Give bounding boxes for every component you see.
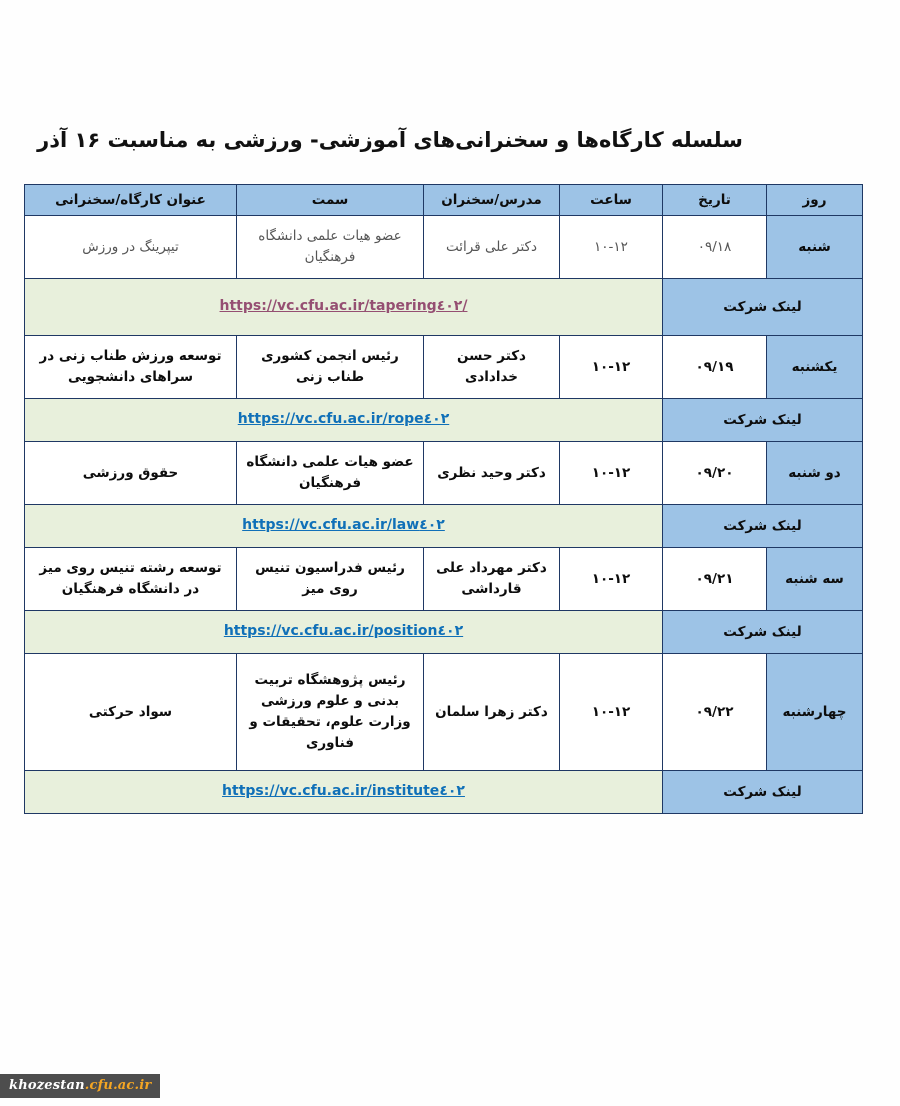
page-title: سلسله کارگاه‌ها و سخنرانی‌های آموزشی- ورزشی به مناسبت ۱۶ آذر [37,128,743,153]
link-label: لینک شرکت [663,399,863,442]
meeting-link[interactable]: https://vc.cfu.ac.ir/rope٤٠٢ [237,411,450,428]
column-header-title: عنوان کارگاه/سخنرانی [25,185,237,216]
cell-time: ۱۰-۱۲ [560,548,663,611]
cell-speaker: دکتر مهرداد علی قارداشی [424,548,560,611]
meeting-link[interactable]: https://vc.cfu.ac.ir/institute٤٠٢ [222,783,465,800]
link-label: لینک شرکت [663,505,863,548]
schedule-table [24,184,863,814]
cell-date: ۰۹/۲۲ [663,654,767,771]
link-row [25,611,863,654]
cell-date: ۰۹/۲۰ [663,442,767,505]
watermark-name: khozestan [9,1078,85,1093]
table-header-row [25,185,863,216]
cell-day: سه شنبه [767,548,863,611]
watermark-domain: .cfu.ac.ir [84,1078,152,1093]
site-watermark [0,1074,160,1098]
column-header-position: سمت [237,185,424,216]
cell-day: دو شنبه [767,442,863,505]
cell-time: ۱۰-۱۲ [560,216,663,279]
cell-date: ۰۹/۱۹ [663,336,767,399]
cell-position: رئیس پژوهشگاه تربیت بدنی و علوم ورزشی وزارت علوم، تحقیقات و فناوری [237,654,424,771]
cell-position: رئیس انجمن کشوری طناب زنی [237,336,424,399]
cell-speaker: دکتر علی قرائت [424,216,560,279]
cell-title: حقوق ورزشی [25,442,237,505]
meeting-link[interactable]: https://vc.cfu.ac.ir/tapering٤٠٢/ [219,298,468,315]
cell-speaker: دکتر وحید نظری [424,442,560,505]
meeting-link[interactable]: https://vc.cfu.ac.ir/law٤٠٢ [242,517,445,534]
cell-time: ۱۰-۱۲ [560,442,663,505]
schedule-table-container [25,184,863,814]
cell-day: یکشنبه [767,336,863,399]
cell-title: سواد حرکتی [25,654,237,771]
table-row [25,336,863,399]
link-row [25,399,863,442]
meeting-link[interactable]: https://vc.cfu.ac.ir/position٤٠٢ [223,623,464,640]
table-body [25,216,863,814]
table-row [25,442,863,505]
link-row [25,279,863,336]
link-label: لینک شرکت [663,279,863,336]
cell-position: عضو هیات علمی دانشگاه فرهنگیان [237,442,424,505]
link-url-cell [25,771,663,814]
link-row [25,771,863,814]
table-row [25,654,863,771]
cell-title: تیپرینگ در ورزش [25,216,237,279]
cell-speaker: دکتر زهرا سلمان [424,654,560,771]
link-url-cell [25,279,663,336]
link-label: لینک شرکت [663,771,863,814]
cell-title: توسعه ورزش طناب زنی در سراهای دانشجویی [25,336,237,399]
cell-date: ۰۹/۲۱ [663,548,767,611]
link-url-cell [25,399,663,442]
cell-position: رئیس فدراسیون تنیس روی میز [237,548,424,611]
column-header-date: تاریخ [663,185,767,216]
link-url-cell [25,505,663,548]
table-row [25,216,863,279]
cell-time: ۱۰-۱۲ [560,654,663,771]
column-header-day: روز [767,185,863,216]
link-row [25,505,863,548]
link-label: لینک شرکت [663,611,863,654]
cell-position: عضو هیات علمی دانشگاه فرهنگیان [237,216,424,279]
table-header [25,185,863,216]
table-row [25,548,863,611]
column-header-speaker: مدرس/سخنران [424,185,560,216]
cell-speaker: دکتر حسن خدادادی [424,336,560,399]
link-url-cell [25,611,663,654]
cell-time: ۱۰-۱۲ [560,336,663,399]
column-header-time: ساعت [560,185,663,216]
cell-day: چهارشنبه [767,654,863,771]
cell-date: ۰۹/۱۸ [663,216,767,279]
cell-day: شنبه [767,216,863,279]
cell-title: توسعه رشته تنیس روی میز در دانشگاه فرهنگیان [25,548,237,611]
